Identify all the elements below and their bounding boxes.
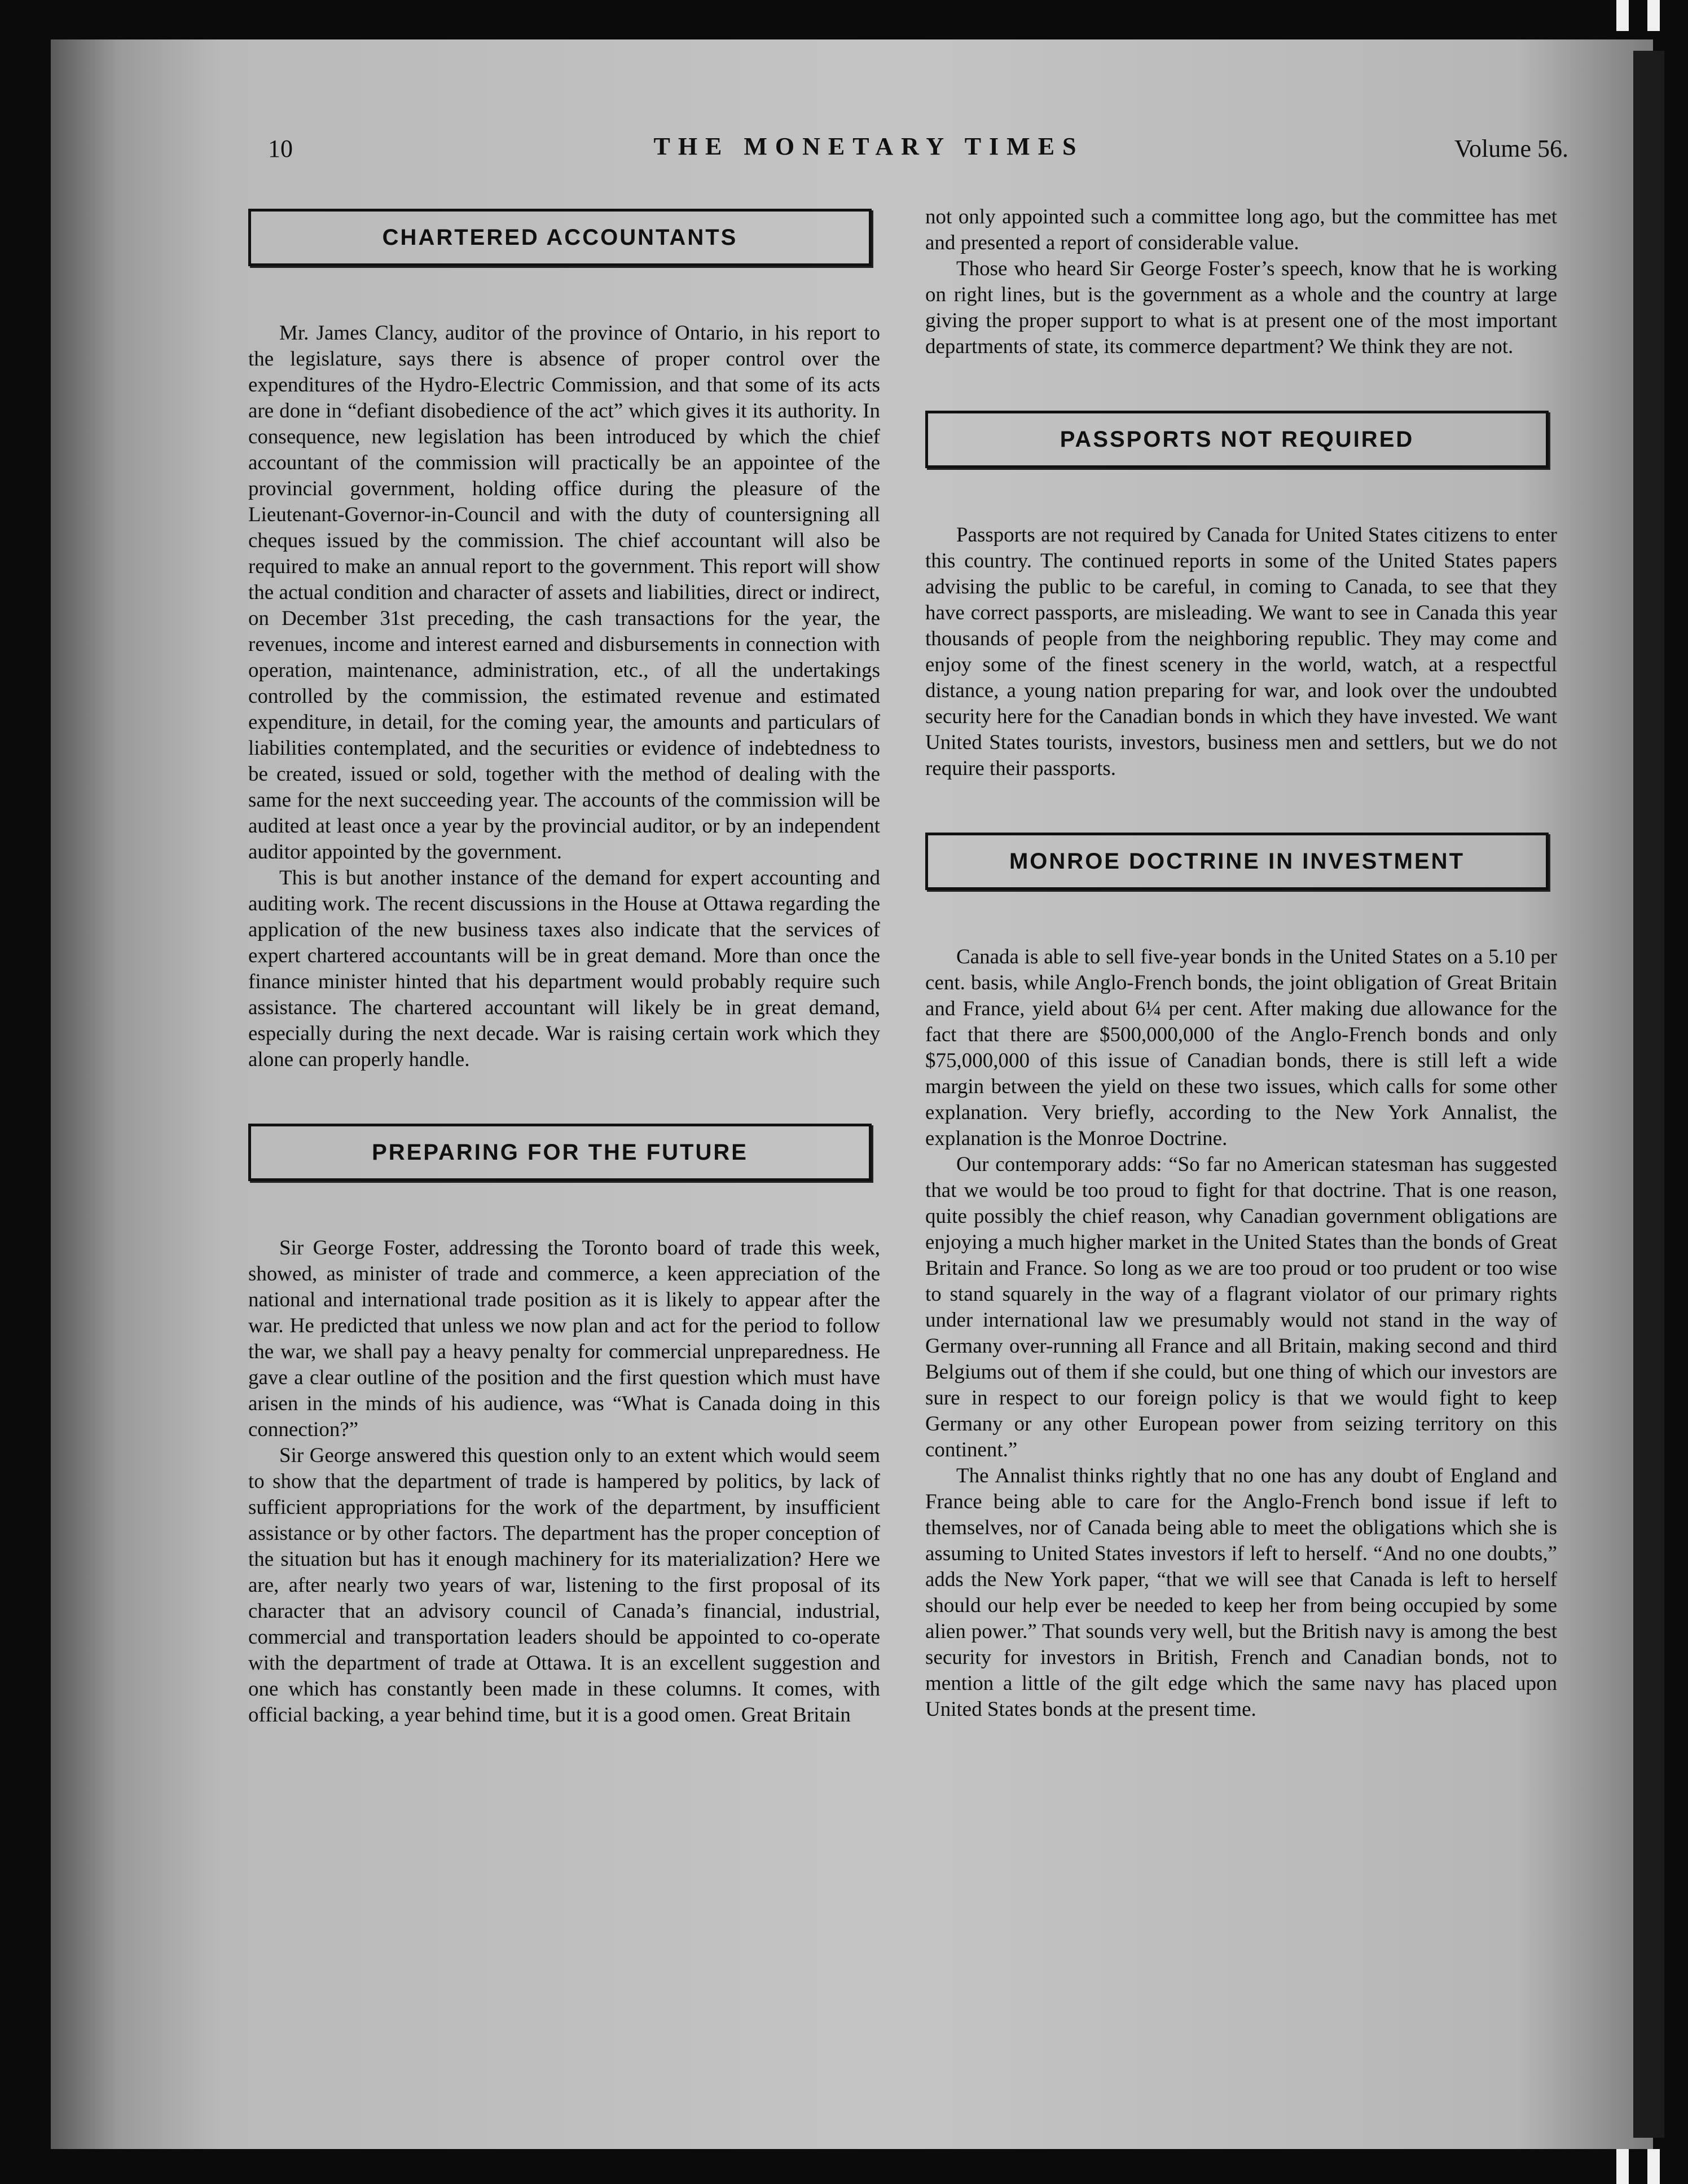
running-header [169, 130, 1568, 175]
heading-monroe-doctrine: MONROE DOCTRINE IN INVESTMENT [925, 833, 1549, 890]
film-edge-mark [1647, 2149, 1660, 2184]
right-column [925, 204, 1557, 1723]
paragraph: Sir George Foster, addressing the Toronto board of trade this week, showed, as minister of trade and commerce, a keen appreciation of the national and international trade position as it is likely to appear after the war. He predicted that unless we now plan and act for the period to follow the war, we shall pay a heavy penalty for commercial unpreparedness. He gave a clear outline of the position and the first question which must have arisen in the minds of his audience, was “What is Canada doing in this connection?” [248, 1236, 880, 1441]
journal-title: THE MONETARY TIMES [653, 133, 1084, 160]
paragraph: Canada is able to sell five-year bonds in the United States on a 5.10 per cent. basis, while Anglo-French bonds, the joint obligation of Great Britain and France, yield about 6¼ per cent. After making due allowance for the fact that there are $500,000,000 of the Anglo-French bonds and only $75,000,000 of this issue of Canadian bonds, there is still left a wide margin between the yield on these two issues, which calls for some other explanation. Very briefly, according to the New York Annalist, the explanation is the Monroe Doctrine. [925, 945, 1557, 1150]
paragraph-continued: not only appointed such a committee long ago, but the committee has met and presented a report of considerable value. [925, 205, 1557, 254]
film-edge-mark [1616, 2149, 1629, 2184]
paragraph: Our contemporary adds: “So far no American statesman has suggested that we would be too proud to fight for that doctrine. That is one reason, quite possibly the chief reason, why Canadian government obligations are enjoying a much higher market in the United States than the bonds of Great Britain and France. So long as we are too proud or too prudent or too wise to stand squarely in the way of a flagrant violator of our primary rights under international law we presumably would not stand in the way of Germany over-running all France and all Britain, making second and third Belgiums out of them if she could, but one thing of which our investors are sure in respect to our foreign policy is that we would fight to keep Germany or any other European power from seizing territory on this continent.” [925, 1153, 1557, 1461]
paragraph: Mr. James Clancy, auditor of the province of Ontario, in his report to the legislature, says there is absence of proper control over the expenditures of the Hydro-Electric Commission, and that some of its acts are done in “defiant disobedience of the act” which gives it its authority. In consequence, new legislation has been introduced by which the chief accountant of the commission will practically be an appointee of the provincial government, holding office during the pleasure of the Lieutenant-Governor-in-Council and with the duty of countersigning all cheques issued by the commission. The chief accountant will also be required to make an annual report to the government. This report will show the actual condition and character of assets and liabilities, direct or indirect, on December 31st preceding, the cash transactions for the year, the revenues, income and interest earned and disbursements in connection with operation, maintenance, administration, etc., of all the undertakings controlled by the commission, the estimated revenue and estimated expenditure, in detail, for the coming year, the amounts and particulars of liabilities contemplated, and the securities or evidence of indebtedness to be created, issued or sold, together with the method of dealing with the same for the next succeeding year. The accounts of the commission will be audited at least once a year by the provincial auditor, or by an independent auditor appointed by the government. [248, 322, 880, 864]
paragraph: Passports are not required by Canada for United States citizens to enter this country. The continued reports in some of the United States papers advising the public to be careful, in coming to Canada, to see that they have correct passports, are misleading. We want to see in Canada this year thousands of people from the neighboring republic. They may come and enjoy some of the finest scenery in the world, watch, at a respectful distance, a young nation preparing for war, and look over the undoubted security here for the Canadian bonds in which they have invested. We want United States tourists, investors, business men and settlers, but we do not require their passports. [925, 523, 1557, 780]
heading-passports-not-required: PASSPORTS NOT REQUIRED [925, 411, 1549, 468]
film-edge-mark [1647, 0, 1660, 31]
magazine-page [169, 85, 1568, 2093]
heading-chartered-accountants: CHARTERED ACCOUNTANTS [248, 209, 872, 266]
paragraph: Those who heard Sir George Foster’s speech, know that he is working on right lines, but is the government as a whole and the country at large giving the proper support to what is at present one of the most important departments of state, its commerce department? We think they are not. [925, 257, 1557, 358]
page-number: 10 [268, 135, 293, 162]
film-edge-mark [1616, 0, 1629, 31]
left-column [248, 209, 880, 1728]
paragraph: The Annalist thinks rightly that no one has any doubt of England and France being able to care for the Anglo-French bond issue if left to themselves, nor of Canada being able to meet the obligations which she is assuming to United States investors if left to herself. “And no one doubts,” adds the New York paper, “that we will see that Canada is left to herself should our help ever be needed to keep her from being occupied by some alien power.” That sounds very well, but the British navy is among the best security for investors in British, French and Canadian bonds, not to mention a little of the gilt edge which the same navy has placed upon United States bonds at the present time. [925, 1464, 1557, 1721]
binding-gutter [1633, 51, 1664, 2138]
paragraph: Sir George answered this question only to an extent which would seem to show that the department of trade is hampered by politics, by lack of sufficient appropriations for the work of the department, by insufficient assistance or by other factors. The department has the proper conception of the situation but has it enough machinery for its materialization? Here we are, after nearly two years of war, listening to the first proposal of its character that an advisory council of Canada’s financial, industrial, commercial and transportation leaders should be appointed to co-operate with the department of trade at Ottawa. It is an excellent suggestion and one which has constantly been made in these columns. It comes, with official backing, a year behind time, but it is a good omen. Great Britain [248, 1444, 880, 1727]
heading-preparing-for-the-future: PREPARING FOR THE FUTURE [248, 1124, 872, 1181]
paragraph: This is but another instance of the demand for expert accounting and auditing work. The recent discussions in the House at Ottawa regarding the application of the new business taxes also indicate that the services of expert chartered accountants will be in great demand. More than once the finance minister hinted that his department would probably require such assistance. The chartered accountant will likely be in great demand, especially during the next decade. War is raising certain work which they alone can properly handle. [248, 866, 880, 1071]
volume-label: Volume 56. [1454, 135, 1568, 162]
